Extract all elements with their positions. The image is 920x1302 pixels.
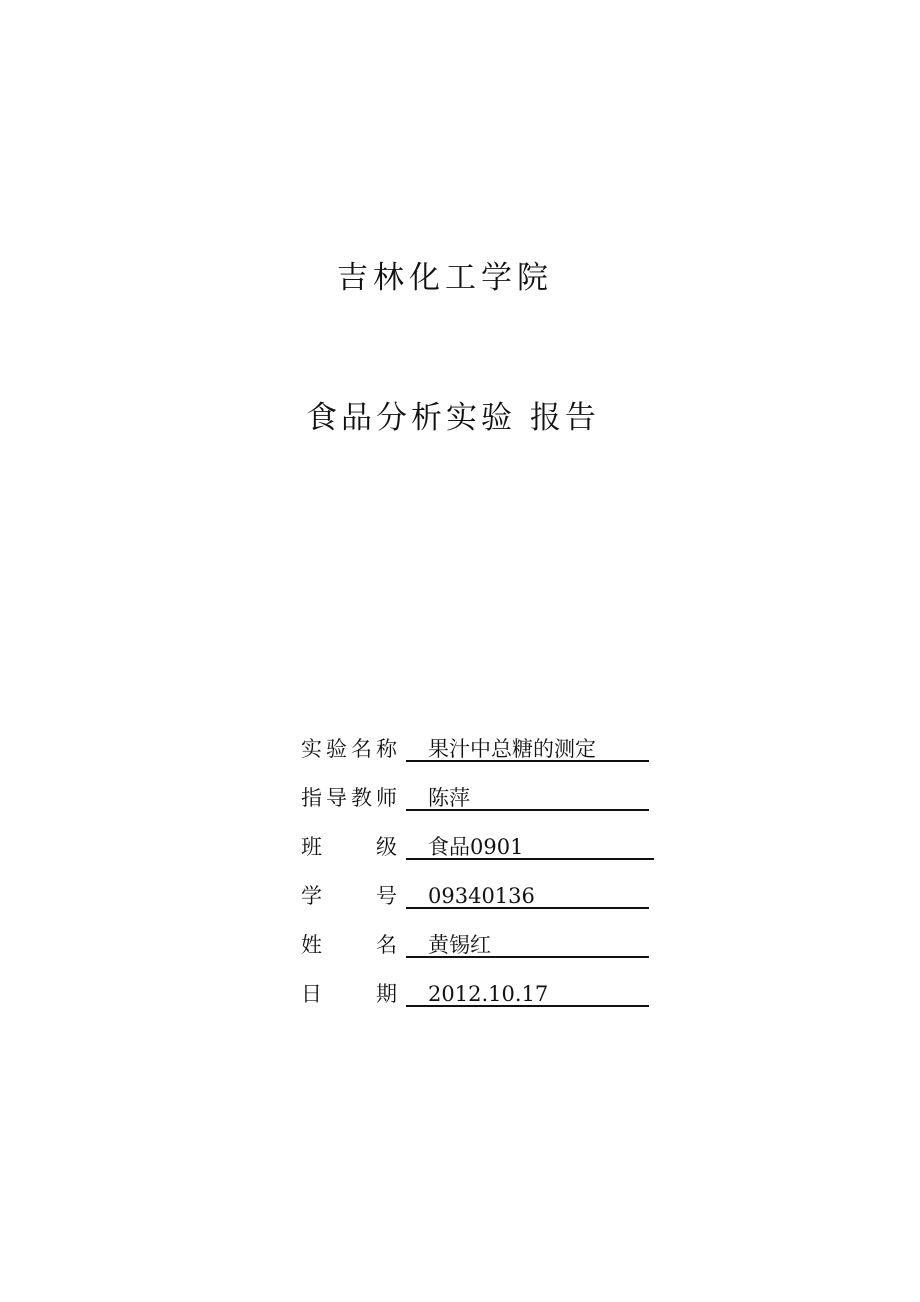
student-name-label: 姓 名	[301, 933, 397, 957]
instructor-value: 陈萍	[406, 781, 649, 811]
student-id-value: 09340136	[406, 879, 649, 909]
student-name-value: 黄锡红	[406, 928, 649, 958]
info-row-student-id	[301, 879, 671, 928]
info-row-student-name	[301, 928, 671, 977]
date-label: 日 期	[301, 982, 397, 1006]
class-label: 班 级	[301, 835, 397, 859]
info-row-instructor	[301, 781, 671, 830]
experiment-name-value: 果汁中总糖的测定	[406, 732, 649, 762]
report-info-block	[301, 732, 671, 1026]
info-row-date	[301, 977, 671, 1026]
info-row-class	[301, 830, 671, 879]
student-id-label: 学 号	[301, 884, 397, 908]
report-title: 食品分析实验 报告	[306, 400, 600, 436]
institution-name: 吉林化工学院	[337, 260, 553, 296]
info-row-experiment-name	[301, 732, 671, 781]
instructor-label: 指导教师	[301, 786, 397, 810]
class-value: 食品0901	[406, 830, 654, 860]
date-value: 2012.10.17	[406, 977, 649, 1007]
experiment-name-label: 实验名称	[301, 737, 397, 761]
